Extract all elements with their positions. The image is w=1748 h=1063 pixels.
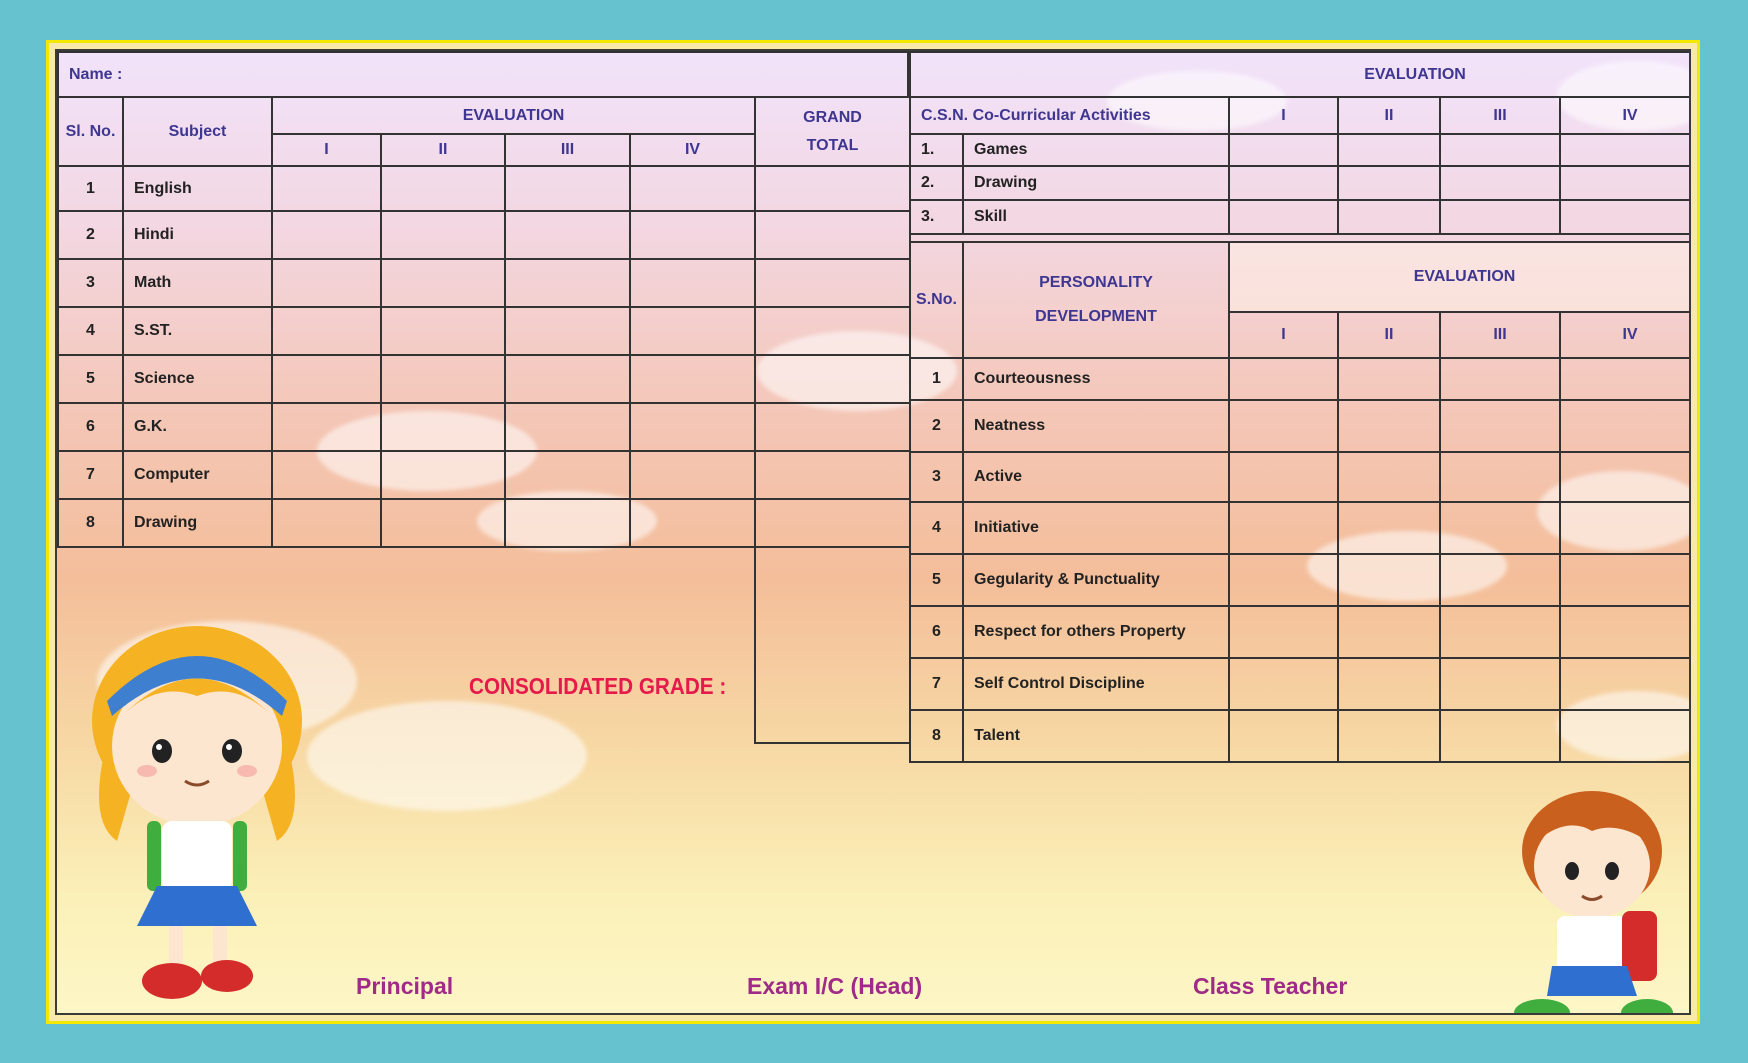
activity-name: Skill xyxy=(963,200,1229,234)
boy-illustration xyxy=(1497,791,1687,1015)
term-header: I xyxy=(1229,312,1338,358)
term-header: II xyxy=(1338,97,1440,134)
grand-total-cell[interactable] xyxy=(755,451,910,499)
activity-name: Drawing xyxy=(963,166,1229,200)
mark-cell-term-3[interactable] xyxy=(505,307,630,355)
name-row-table xyxy=(57,51,909,98)
trait-row xyxy=(910,452,1691,502)
subject-row-number: 6 xyxy=(58,403,123,451)
trait-cell-term-2[interactable] xyxy=(1338,452,1440,502)
mark-cell-term-2[interactable] xyxy=(381,499,505,547)
mark-cell-term-2[interactable] xyxy=(381,211,505,259)
mark-cell-term-1[interactable] xyxy=(272,403,381,451)
activity-row xyxy=(910,166,1691,200)
trait-cell-term-4[interactable] xyxy=(1560,452,1691,502)
mark-cell-term-4[interactable] xyxy=(630,355,755,403)
trait-cell-term-2[interactable] xyxy=(1338,658,1440,710)
trait-cell-term-3[interactable] xyxy=(1440,658,1560,710)
subject-row xyxy=(58,166,910,211)
grand-total-cell[interactable] xyxy=(755,403,910,451)
mark-cell-term-2[interactable] xyxy=(381,403,505,451)
trait-cell-term-3[interactable] xyxy=(1440,710,1560,762)
subject-name: Computer xyxy=(123,451,272,499)
activity-cell-term-4[interactable] xyxy=(1560,200,1691,234)
subject-name: Hindi xyxy=(123,211,272,259)
trait-cell-term-2[interactable] xyxy=(1338,606,1440,658)
mark-cell-term-4[interactable] xyxy=(630,307,755,355)
trait-cell-term-4[interactable] xyxy=(1560,358,1691,400)
subject-row xyxy=(58,211,910,259)
subject-row xyxy=(58,499,910,547)
subject-name: G.K. xyxy=(123,403,272,451)
subject-row xyxy=(58,403,910,451)
subject-row xyxy=(58,307,910,355)
trait-name: Self Control Discipline xyxy=(963,658,1229,710)
grand-total-cell[interactable] xyxy=(755,166,910,211)
subject-row-number: 1 xyxy=(58,166,123,211)
principal-signature-label: Principal xyxy=(356,973,454,999)
mark-cell-term-2[interactable] xyxy=(381,451,505,499)
mark-cell-term-3[interactable] xyxy=(505,259,630,307)
trait-cell-term-2[interactable] xyxy=(1338,400,1440,452)
trait-name: Respect for others Property xyxy=(963,606,1229,658)
mark-cell-term-2[interactable] xyxy=(381,307,505,355)
term-header: IV xyxy=(1560,97,1691,134)
mark-cell-term-4[interactable] xyxy=(630,259,755,307)
mark-cell-term-4[interactable] xyxy=(630,211,755,259)
co-curricular-evaluation-header: EVALUATION xyxy=(910,52,1691,97)
mark-cell-term-1[interactable] xyxy=(272,307,381,355)
trait-row xyxy=(910,658,1691,710)
sl-no-header: Sl. No. xyxy=(58,97,123,166)
activity-row xyxy=(910,134,1691,166)
trait-name: Gegularity & Punctuality xyxy=(963,554,1229,606)
trait-cell-term-2[interactable] xyxy=(1338,710,1440,762)
trait-cell-term-4[interactable] xyxy=(1560,400,1691,452)
co-curricular-table xyxy=(909,51,1691,235)
personality-header: PERSONALITY DEVELOPMENT xyxy=(963,242,1229,358)
consolidated-grade-cell[interactable] xyxy=(755,547,910,743)
trait-row-number: 1 xyxy=(910,358,963,400)
trait-row xyxy=(910,710,1691,762)
term-header: I xyxy=(272,134,381,166)
mark-cell-term-3[interactable] xyxy=(505,499,630,547)
mark-cell-term-3[interactable] xyxy=(505,355,630,403)
trait-cell-term-2[interactable] xyxy=(1338,502,1440,554)
trait-cell-term-4[interactable] xyxy=(1560,502,1691,554)
trait-cell-term-1[interactable] xyxy=(1229,710,1338,762)
trait-cell-term-1[interactable] xyxy=(1229,606,1338,658)
trait-cell-term-1[interactable] xyxy=(1229,400,1338,452)
trait-cell-term-3[interactable] xyxy=(1440,400,1560,452)
mark-cell-term-3[interactable] xyxy=(505,451,630,499)
term-header: IV xyxy=(1560,312,1691,358)
grand-total-header: GRAND TOTAL xyxy=(755,97,910,166)
activity-row xyxy=(910,200,1691,234)
subject-row-number: 4 xyxy=(58,307,123,355)
subject-row-number: 7 xyxy=(58,451,123,499)
trait-cell-term-4[interactable] xyxy=(1560,606,1691,658)
activity-cell-term-2[interactable] xyxy=(1338,166,1440,200)
mark-cell-term-2[interactable] xyxy=(381,355,505,403)
activity-row-number: 1. xyxy=(910,134,963,166)
trait-cell-term-1[interactable] xyxy=(1229,452,1338,502)
trait-cell-term-3[interactable] xyxy=(1440,554,1560,606)
trait-cell-term-3[interactable] xyxy=(1440,606,1560,658)
mark-cell-term-1[interactable] xyxy=(272,166,381,211)
trait-cell-term-4[interactable] xyxy=(1560,554,1691,606)
activity-row-number: 3. xyxy=(910,200,963,234)
subject-row xyxy=(58,259,910,307)
trait-name: Courteousness xyxy=(963,358,1229,400)
trait-row xyxy=(910,400,1691,452)
subject-name: English xyxy=(123,166,272,211)
mark-cell-term-4[interactable] xyxy=(630,499,755,547)
trait-row-number: 8 xyxy=(910,710,963,762)
trait-name: Initiative xyxy=(963,502,1229,554)
activity-cell-term-1[interactable] xyxy=(1229,200,1338,234)
trait-cell-term-3[interactable] xyxy=(1440,452,1560,502)
subject-row-number: 2 xyxy=(58,211,123,259)
trait-row xyxy=(910,358,1691,400)
co-curricular-header: C.S.N. Co-Curricular Activities xyxy=(910,97,1229,134)
activity-cell-term-2[interactable] xyxy=(1338,134,1440,166)
trait-name: Active xyxy=(963,452,1229,502)
trait-cell-term-1[interactable] xyxy=(1229,658,1338,710)
subject-name: S.ST. xyxy=(123,307,272,355)
activity-name: Games xyxy=(963,134,1229,166)
subject-row xyxy=(58,451,910,499)
term-header: I xyxy=(1229,97,1338,134)
term-header: II xyxy=(1338,312,1440,358)
report-card-sheet xyxy=(46,40,1700,1024)
trait-cell-term-4[interactable] xyxy=(1560,658,1691,710)
grand-total-cell[interactable] xyxy=(755,355,910,403)
trait-row-number: 6 xyxy=(910,606,963,658)
grand-total-cell[interactable] xyxy=(755,499,910,547)
term-header: III xyxy=(1440,312,1560,358)
activity-cell-term-4[interactable] xyxy=(1560,134,1691,166)
mark-cell-term-2[interactable] xyxy=(381,166,505,211)
mark-cell-term-1[interactable] xyxy=(272,259,381,307)
activity-cell-term-3[interactable] xyxy=(1440,134,1560,166)
mark-cell-term-2[interactable] xyxy=(381,259,505,307)
term-header: II xyxy=(381,134,505,166)
trait-name: Neatness xyxy=(963,400,1229,452)
grand-total-cell[interactable] xyxy=(755,307,910,355)
consolidated-grade-label: CONSOLIDATED GRADE : xyxy=(469,673,727,699)
trait-row-number: 3 xyxy=(910,452,963,502)
subject-name: Math xyxy=(123,259,272,307)
class-teacher-signature-label: Class Teacher xyxy=(1193,973,1348,999)
girl-illustration xyxy=(77,621,317,1011)
term-header: III xyxy=(505,134,630,166)
trait-row xyxy=(910,502,1691,554)
mark-cell-term-4[interactable] xyxy=(630,451,755,499)
trait-row-number: 5 xyxy=(910,554,963,606)
trait-cell-term-1[interactable] xyxy=(1229,554,1338,606)
subject-name: Science xyxy=(123,355,272,403)
term-header: III xyxy=(1440,97,1560,134)
name-label: Name : xyxy=(58,52,908,97)
activity-row-number: 2. xyxy=(910,166,963,200)
subject-name: Drawing xyxy=(123,499,272,547)
grand-total-cell[interactable] xyxy=(755,211,910,259)
subject-row-number: 8 xyxy=(58,499,123,547)
activity-cell-term-1[interactable] xyxy=(1229,134,1338,166)
trait-row xyxy=(910,554,1691,606)
mark-cell-term-3[interactable] xyxy=(505,403,630,451)
mark-cell-term-3[interactable] xyxy=(505,166,630,211)
activity-cell-term-2[interactable] xyxy=(1338,200,1440,234)
subject-row-number: 3 xyxy=(58,259,123,307)
trait-cell-term-2[interactable] xyxy=(1338,358,1440,400)
trait-cell-term-2[interactable] xyxy=(1338,554,1440,606)
trait-row-number: 2 xyxy=(910,400,963,452)
term-header: IV xyxy=(630,134,755,166)
mark-cell-term-1[interactable] xyxy=(272,355,381,403)
mark-cell-term-1[interactable] xyxy=(272,499,381,547)
subject-row xyxy=(58,355,910,403)
sno-header: S.No. xyxy=(910,242,963,358)
activity-cell-term-3[interactable] xyxy=(1440,200,1560,234)
mark-cell-term-1[interactable] xyxy=(272,211,381,259)
trait-cell-term-3[interactable] xyxy=(1440,358,1560,400)
trait-name: Talent xyxy=(963,710,1229,762)
grand-total-cell[interactable] xyxy=(755,259,910,307)
trait-cell-term-3[interactable] xyxy=(1440,502,1560,554)
mark-cell-term-4[interactable] xyxy=(630,403,755,451)
personality-table xyxy=(909,241,1691,763)
trait-row xyxy=(910,606,1691,658)
trait-cell-term-4[interactable] xyxy=(1560,710,1691,762)
trait-row-number: 7 xyxy=(910,658,963,710)
activity-cell-term-4[interactable] xyxy=(1560,166,1691,200)
trait-cell-term-1[interactable] xyxy=(1229,502,1338,554)
mark-cell-term-4[interactable] xyxy=(630,166,755,211)
mark-cell-term-1[interactable] xyxy=(272,451,381,499)
activity-cell-term-3[interactable] xyxy=(1440,166,1560,200)
exam-ic-signature-label: Exam I/C (Head) xyxy=(747,973,923,999)
evaluation-header: EVALUATION xyxy=(272,97,755,134)
activity-cell-term-1[interactable] xyxy=(1229,166,1338,200)
mark-cell-term-3[interactable] xyxy=(505,211,630,259)
report-card-inner xyxy=(55,49,1691,1015)
trait-row-number: 4 xyxy=(910,502,963,554)
trait-cell-term-1[interactable] xyxy=(1229,358,1338,400)
personality-evaluation-header: EVALUATION xyxy=(1229,242,1691,312)
subject-row-number: 5 xyxy=(58,355,123,403)
subject-header: Subject xyxy=(123,97,272,166)
